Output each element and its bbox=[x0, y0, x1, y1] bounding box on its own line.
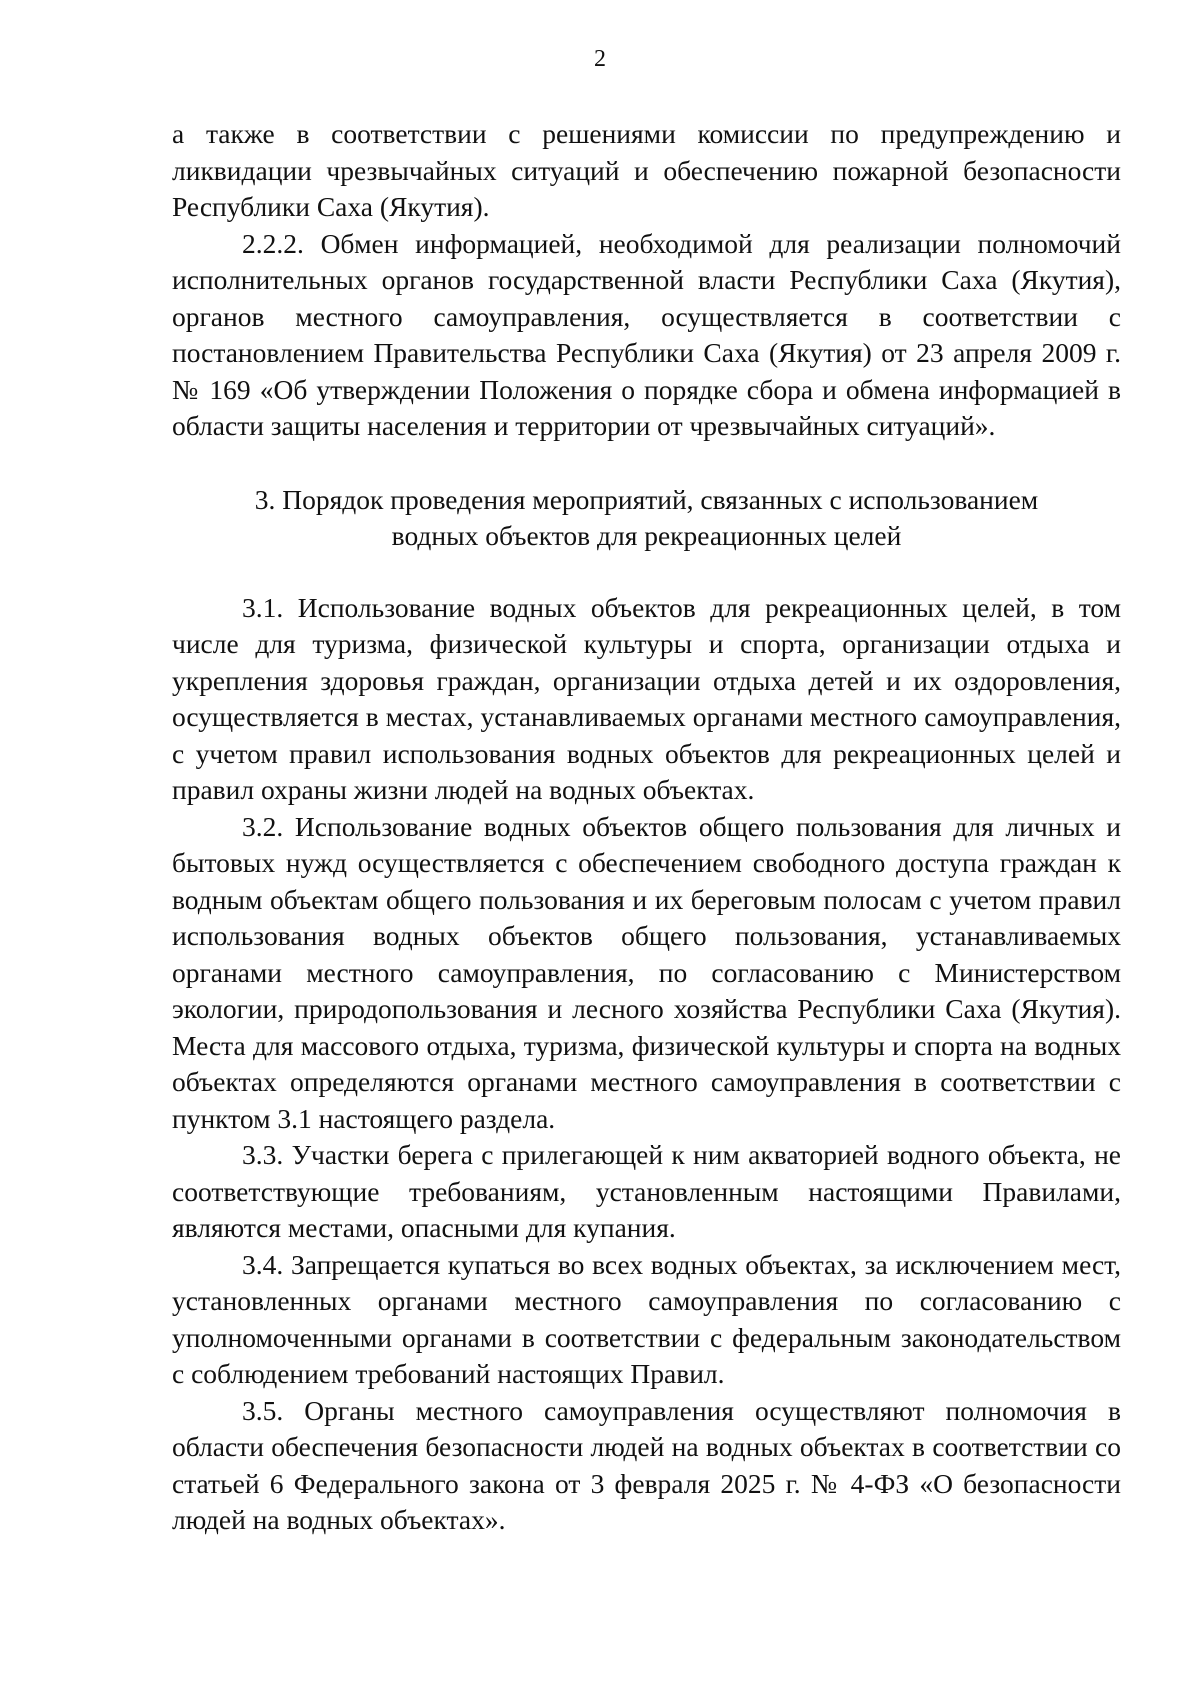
paragraph-3-1: 3.1. Использование водных объектов для рекреационных целей, в том числе для туризма, физической культуры и спорта, организации отдыха и укрепления здоровья граждан, организации отдыха детей и их оздоровления, осуществляется в местах, устанавливаемых органами местного самоуправления, с учетом правил использования водных объектов для рекреационных целей и правил охраны жизни людей на водных объектах. bbox=[172, 591, 1121, 805]
paragraph-3-2: 3.2. Использование водных объектов общего пользования для личных и бытовых нужд осуществляется с обеспечением свободного доступа граждан к водным объектам общего пользования и их береговым полосам с учетом правил использования водных объектов общего пользования, устанавливаемых органами местного самоуправления, по согласованию с Министерством экологии, природопользования и лесного хозяйства Республики Саха (Якутия). Места для массового отдыха, туризма, физической культуры и спорта на водных объектах определяются органами местного самоуправления в соответствии с пунктом 3.1 настоящего раздела. bbox=[172, 810, 1121, 1134]
document-body bbox=[172, 116, 1121, 1539]
section-3-heading bbox=[172, 482, 1121, 554]
paragraph-3-4: 3.4. Запрещается купаться во всех водных объектах, за исключением мест, установленных органами местного самоуправления по согласованию с уполномоченными органами в соответствии с федеральным законодательством с соблюдением требований настоящих Правил. bbox=[172, 1248, 1121, 1389]
paragraph-3-5: 3.5. Органы местного самоуправления осуществляют полномочия в области обеспечения безопасности людей на водных объектах в соответствии со статьей 6 Федерального закона от 3 февраля 2025 г. № 4-ФЗ «О безопасности людей на водных объектах». bbox=[172, 1394, 1121, 1535]
section-3-heading-line-1: 3. Порядок проведения мероприятий, связанных с использованием bbox=[254, 483, 1039, 515]
page-number: 2 bbox=[594, 46, 606, 72]
paragraph-3-3: 3.3. Участки берега с прилегающей к ним акваторией водного объекта, не соответствующие требованиям, установленным настоящими Правилами, являются местами, опасными для купания. bbox=[172, 1139, 1121, 1243]
paragraph-2-2-1-continuation: а также в соответствии с решениями комиссии по предупреждению и ликвидации чрезвычайных ситуаций и обеспечению пожарной безопасности Республики Саха (Якутия). bbox=[172, 118, 1121, 222]
paragraph-2-2-2: 2.2.2. Обмен информацией, необходимой для реализации полномочий исполнительных органов государственной власти Республики Саха (Якутия), органов местного самоуправления, осуществляется в соответствии с постановлением Правительства Республики Саха (Якутия) от 23 апреля 2009 г. № 169 «Об утверждении Положения о порядке сбора и обмена информацией в области защиты населения и территории от чрезвычайных ситуаций». bbox=[172, 227, 1121, 441]
section-3-heading-line-2: водных объектов для рекреационных целей bbox=[391, 519, 902, 551]
